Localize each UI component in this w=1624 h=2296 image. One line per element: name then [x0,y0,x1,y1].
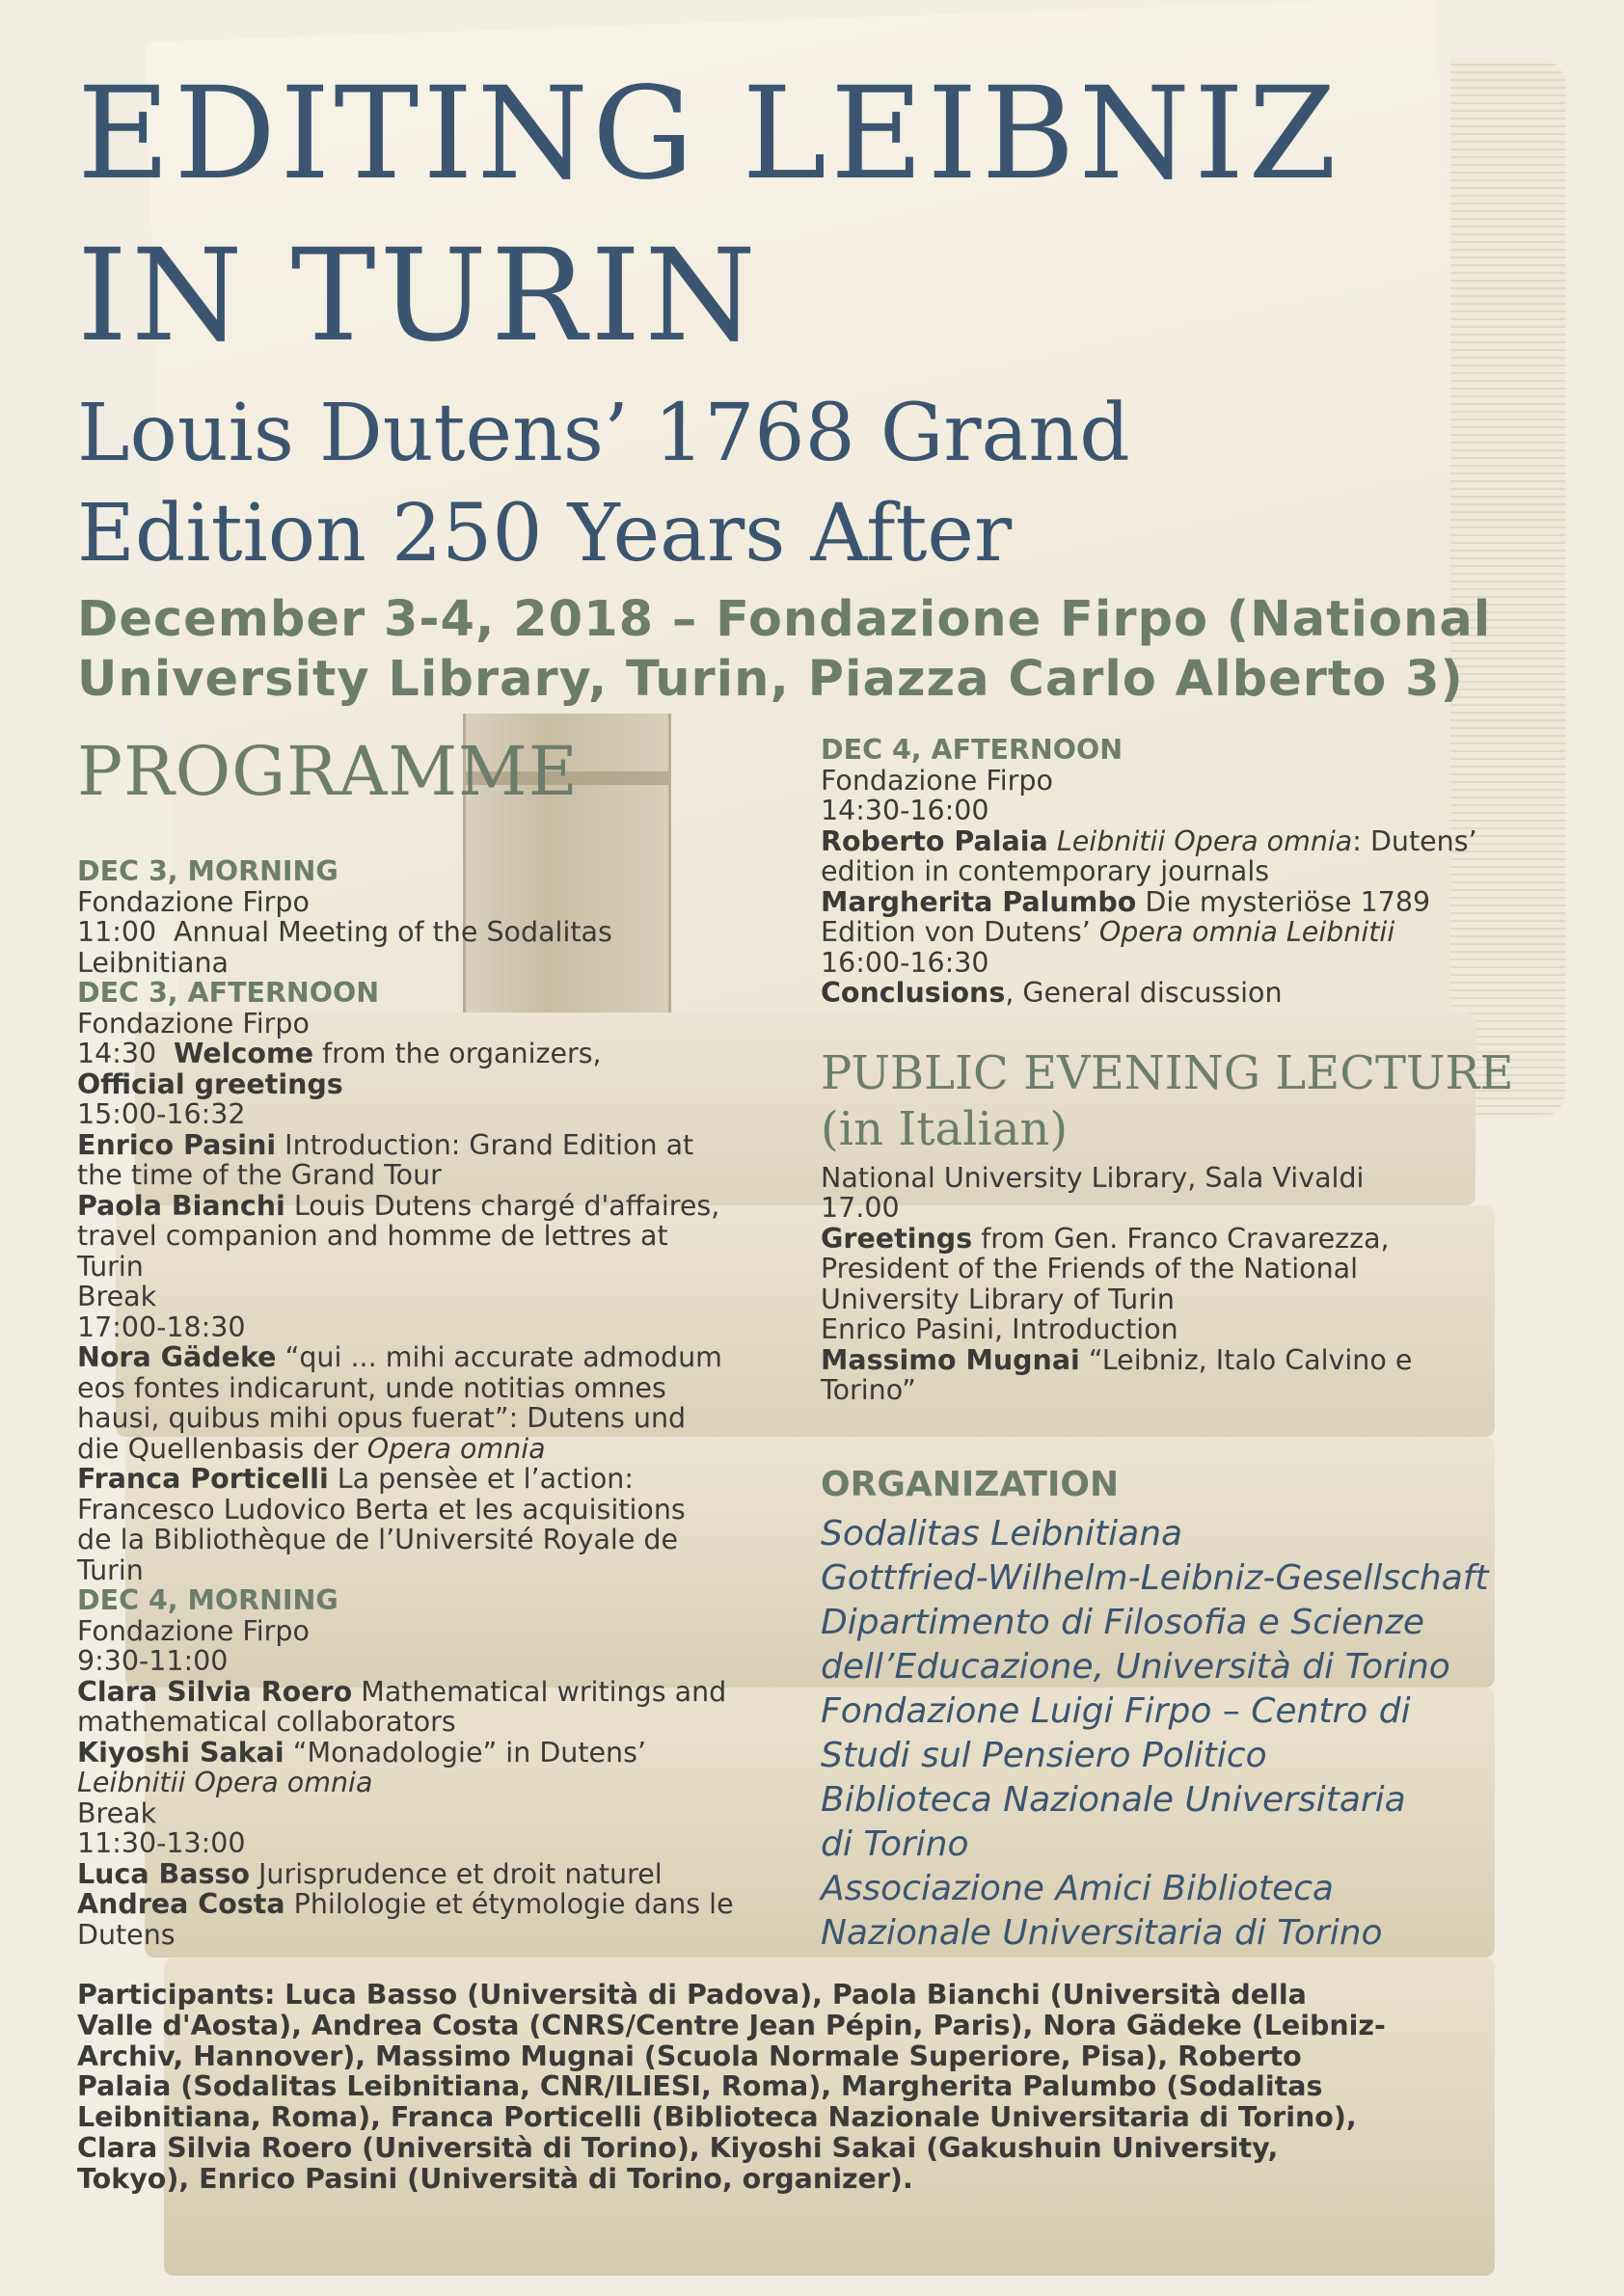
dec3-morning-heading: DEC 3, MORNING [77,855,338,887]
programme-heading: PROGRAMME [77,732,579,811]
talk: Kiyoshi Sakai “Monadologie” in Dutens’ [77,1736,647,1769]
organizer: Biblioteca Nazionale Universitaria [821,1779,1406,1820]
date-line-1: December 3-4, 2018 – Fondazione Firpo (National [77,591,1492,648]
title-line-2: IN TURIN [77,222,760,370]
talk: Conclusions, General discussion [821,977,1283,1009]
organizer: di Torino [821,1823,969,1864]
organizer: dell’Educazione, Università di Torino [821,1646,1450,1687]
dec4-afternoon-heading: DEC 4, AFTERNOON [821,734,1123,766]
talk: Enrico Pasini Introduction: Grand Edition at [77,1128,694,1161]
talk: Paola Bianchi Louis Dutens chargé d'affaires, [77,1189,720,1222]
time-slot: 15:00-16:32 [77,1098,246,1130]
organizer: Nazionale Universitaria di Torino [821,1912,1383,1953]
programme-left-column: DEC 3, MORNING Fondazione Firpo 11:00 Annual Meeting of the Sodalitas Leibnitiana DEC 3, AFTERNOON Fondazione Firpo 14:30 Welcome from the organizers, Official greetings 15:00-16:32 Enrico Pasini Introduction: Grand Edition at the time of the Grand Tour Paola Bianchi Louis Dutens chargé d'affaires, travel companion and homme de lettres at Turin Break 17:00-18:30 Nora Gädeke “qui ... mihi accurate admodum eos fontes indicarunt, unde notitias omnes hausi, quibus mihi opus fuerat”: Dutens und die Quellenbasis der Opera omnia Franca Porticelli La pensèe et l’action: Francesco Ludovico Berta et les acquisitions de la Bibliothèque de l’Université Royale de Turin DEC 4, MORNING Fondazione Firpo 9:30-11:00 Clara Silvia Roero Mathematical writings and mathematical collaborators Kiyoshi Sakai “Monadologie” in Dutens’ Leibnitii Opera omnia Break 11:30-13:00 Luca Basso Jurisprudence et droit naturel Andrea Costa Philologie et étymologie dans le Dutens [77,856,810,1950]
talk: Luca Basso Jurisprudence et droit naturel [77,1857,663,1890]
subtitle-line-2: Edition 250 Years After [77,488,1013,580]
organizer: Fondazione Luigi Firpo – Centro di [821,1690,1411,1731]
organizer: Dipartimento di Filosofia e Scienze [821,1602,1424,1642]
poster-title [77,53,1340,377]
time-slot: 17.00 [821,1192,900,1224]
venue: Fondazione Firpo [821,764,1053,797]
time-slot: 17:00-18:30 [77,1310,246,1343]
dec4-morning-heading: DEC 4, MORNING [77,1584,338,1616]
time-slot: 14:30-16:00 [821,795,989,826]
organization-heading: ORGANIZATION [821,1464,1120,1504]
title-line-1: EDITING LEIBNIZ [77,60,1340,208]
talk: Greetings from Gen. Franco Cravarezza, [821,1222,1390,1255]
subtitle-line-1: Louis Dutens’ 1768 Grand [77,388,1130,479]
break: Break [77,1796,157,1829]
poster-subtitle [77,384,1130,584]
venue: National University Library, Sala Vivaldi [821,1161,1365,1194]
date-line-2: University Library, Turin, Piazza Carlo Alberto 3) [77,651,1464,708]
time-slot: 11:30-13:00 [77,1827,246,1859]
session-item: 11:00 Annual Meeting of the Sodalitas [77,916,612,948]
talk: Massimo Mugnai “Leibniz, Italo Calvino e [821,1343,1413,1376]
talk: Roberto Palaia Leibnitii Opera omnia: Dutens’ [821,824,1477,857]
time-slot: 16:00-16:30 [821,946,989,979]
public-lecture-heading: PUBLIC EVENING LECTURE (in Italian) [821,1045,1514,1156]
venue: Fondazione Firpo [77,1614,310,1647]
organizer: Associazione Amici Biblioteca [821,1868,1334,1908]
talk: Clara Silvia Roero Mathematical writings and [77,1675,727,1708]
organizer: Sodalitas Leibnitiana [821,1513,1183,1553]
talk: Margherita Palumbo Die mysteriöse 1789 [821,885,1431,918]
organization-list [821,1512,1554,1956]
dec3-afternoon-heading: DEC 3, AFTERNOON [77,977,380,1009]
participants-list: Participants: Luca Basso (Università di Padova), Paola Bianchi (Università della Valle d'Aosta), Andrea Costa (CNRS/Centre Jean Pépin, Paris), Nora Gädeke (Leibniz- Archiv, Hannover), Massimo Mugnai (Scuola Normale Superiore, Pisa), Roberto Palaia (Sodalitas Leibnitiana, CNR/ILIESI, Roma), Margherita Palumbo (Sodalitas Leibnitiana, Roma), Franca Porticelli (Biblioteca Nazionale Universitaria di Torino), Clara Silvia Roero (Università di Torino), Kiyoshi Sakai (Gakushuin University, Tokyo), Enrico Pasini (Università di Torino, organizer). [77,1979,1386,2195]
venue: Fondazione Firpo [77,1007,310,1040]
time-slot: 9:30-11:00 [77,1645,229,1677]
date-venue [77,590,1543,710]
session-item: 14:30 Welcome from the organizers, [77,1038,602,1069]
talk: Andrea Costa Philologie et étymologie dans le [77,1888,734,1920]
talk: Nora Gädeke “qui ... mihi accurate admodum [77,1341,722,1373]
break: Break [77,1281,157,1312]
talk: Franca Porticelli La pensèe et l’action: [77,1463,634,1495]
venue: Fondazione Firpo [77,885,310,918]
organizer: Gottfried-Wilhelm-Leibniz-Gesellschaft [821,1557,1489,1598]
organizer: Studi sul Pensiero Politico [821,1735,1267,1775]
programme-right-column: DEC 4, AFTERNOON Fondazione Firpo 14:30-16:00 Roberto Palaia Leibnitii Opera omnia: Dutens’ edition in contemporary journals Margherita Palumbo Die mysteriöse 1789 Edition von Dutens’ Opera omnia Leibnitii 16:00-16:30 Conclusions, General discussion PUBLIC EVENING LECTURE (in Italian) National University Library, Sala Vivaldi 17.00 Greetings from Gen. Franco Cravarezza, President of the Friends of the National University Library of Turin Enrico Pasini, Introduction Massimo Mugnai “Leibniz, Italo Calvino e Torino” ORGANIZATION Sodalitas Leibnitiana Gottfried-Wilhelm-Leibniz-Gesellschaft Dipartimento di Filosofia e Scienze dell’Educazione, Università di Torino Fondazione Luigi Firpo – Centro di Studi sul Pensiero Politico Biblioteca Nazionale Universitaria di Torino Associazione Amici Biblioteca Nazionale Universitaria di Torino [821,735,1554,1956]
